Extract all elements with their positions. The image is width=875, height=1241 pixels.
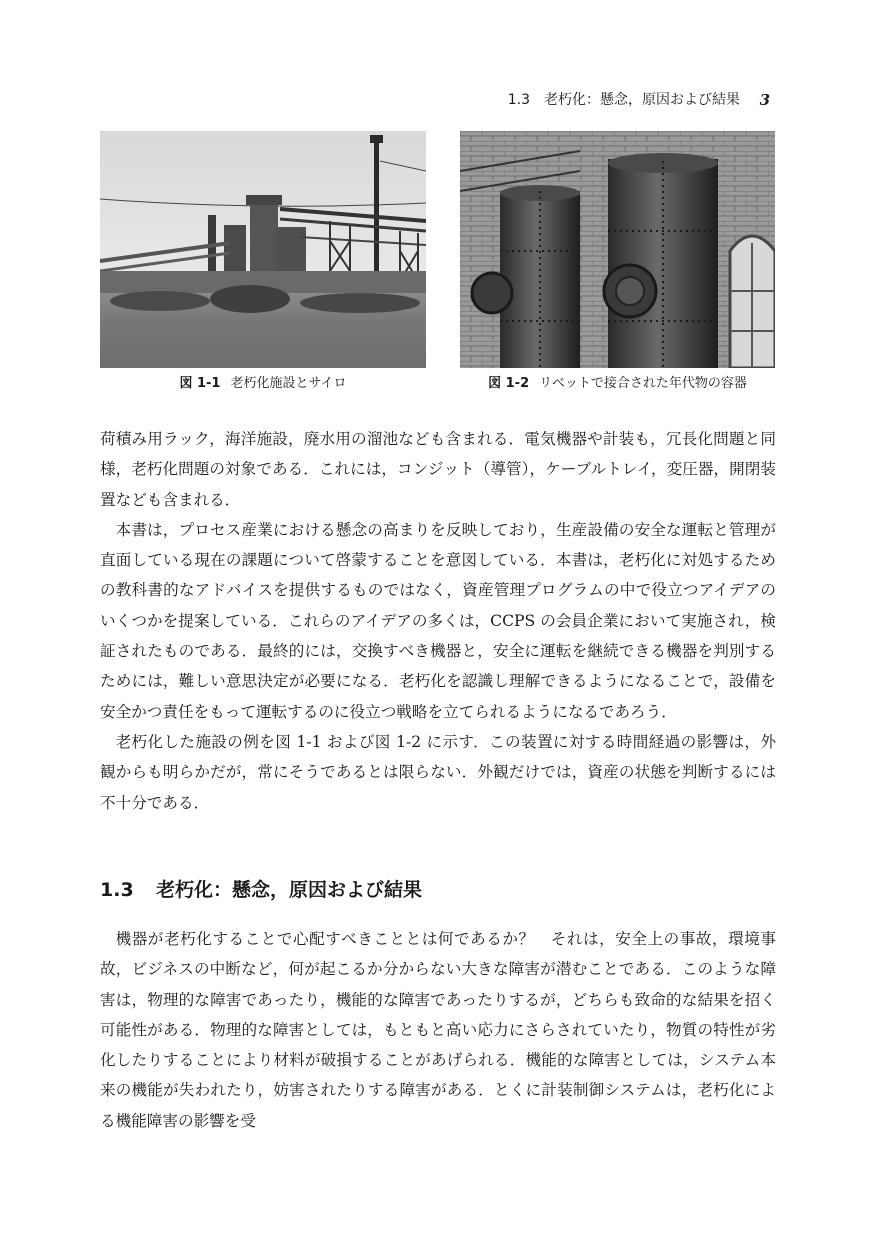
running-header xyxy=(100,88,776,112)
body-text-bottom xyxy=(100,924,776,1136)
paragraph-book-purpose: 本書は，プロセス産業における懸念の高まりを反映しており，生産設備の安全な運転と管理が直面している現在の課題について啓蒙することを意図している．本書は，老朽化に対処するための教科書的なアドバイスを提供するものではなく，資産管理プログラムの中で役立つアイデアのいくつかを提案している．これらのアイデアの多くは，CCPS の会員企業において実施され，検証されたものである．最終的には，交換すべき機器と，安全に運転を継続できる機器を判別するためには，難しい意思決定が必要になる．老朽化を認識し理解できるようになることで，設備を安全かつ責任をもって運転するのに役立つ戦略を立てられるようになるであろう． xyxy=(100,520,776,721)
figure-1-1-number: 図 1-1 xyxy=(179,376,221,391)
paragraph-concerns: 機器が老朽化することで心配すべきこととは何であるか？ それは，安全上の事故，環境事故，ビジネスの中断など，何が起こるか分からない大きな障害が潜むことである．このような障害は，物理的な障害であったり，機能的な障害であったりするが，どちらも致命的な結果を招く可能性がある．物理的な障害としては，もともと高い応力にさらされていたり，物質の特性が劣化したりすることにより材料が破損することがあげられる．機能的な障害としては，システム本来の機能が失われたり，妨害されたりする障害がある．とくに計装制御システムは，老朽化による機能障害の影響を受 xyxy=(100,930,776,1130)
figure-1-1-photo xyxy=(100,131,426,368)
figure-1-1-caption-text: 老朽化施設とサイロ xyxy=(230,376,347,391)
figure-1-2-photo xyxy=(460,131,775,368)
page-number: 3 xyxy=(759,91,770,109)
figure-1-2-number: 図 1-2 xyxy=(488,376,530,391)
paragraph-figure-reference: 老朽化した施設の例を図 1-1 および図 1-2 に示す．この装置に対する時間経過の影響は，外観からも明らかだが，常にそうであるとは限らない．外観だけでは，資産の状態を判断するには不十分である． xyxy=(100,732,776,812)
running-header-title: 1.3 老朽化：懸念，原因および結果 xyxy=(507,92,740,108)
figure-1-2-caption-text: リベットで接合された年代物の容器 xyxy=(539,376,747,391)
paragraph-continued: 荷積み用ラック，海洋施設，廃水用の溜池なども含まれる．電気機器や計装も，冗長化問題と同様，老朽化問題の対象である．これには，コンジット（導管），ケーブルトレイ，変圧器，開閉装置なども含まれる． xyxy=(100,430,776,509)
section-title: 老朽化：懸念，原因および結果 xyxy=(156,879,423,901)
section-number: 1.3 xyxy=(100,879,134,901)
figure-1-2-caption xyxy=(460,374,775,394)
figure-1-1-caption xyxy=(100,374,426,394)
body-text-top xyxy=(100,424,776,818)
section-heading xyxy=(100,872,776,908)
